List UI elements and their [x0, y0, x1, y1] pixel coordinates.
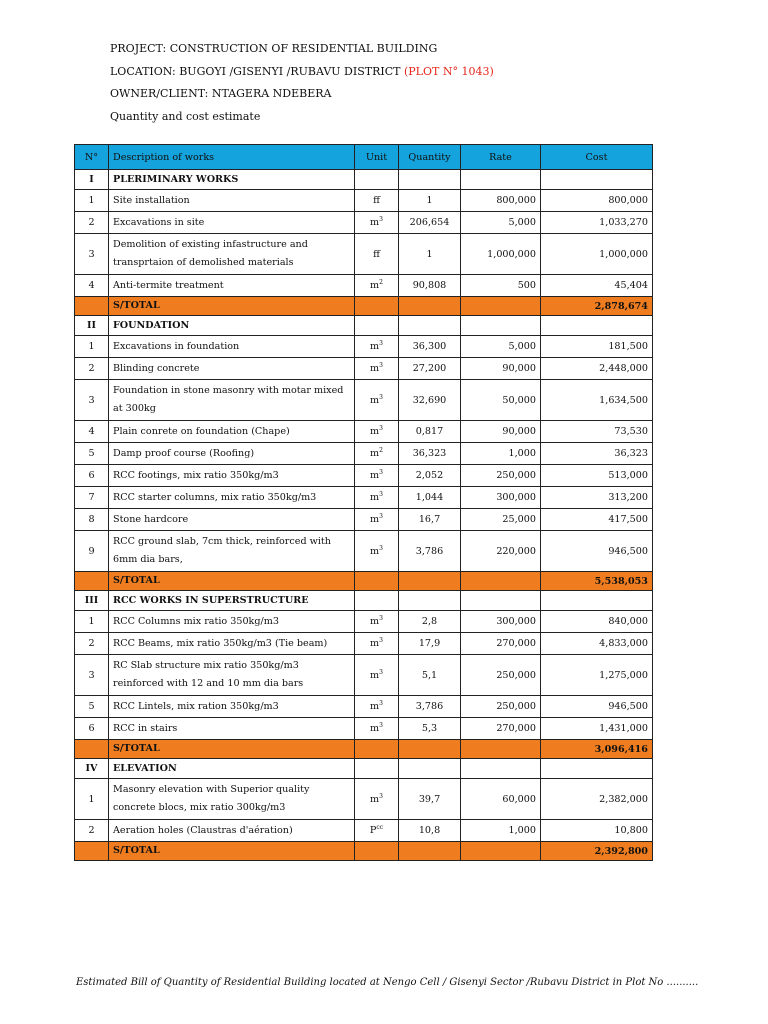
unit-exponent: 3 [379, 699, 383, 707]
plot-number: (PLOT N° 1043) [403, 64, 494, 78]
item-number: 9 [75, 531, 109, 572]
unit-exponent: 3 [379, 721, 383, 729]
item-quantity: 206,654 [399, 212, 461, 234]
unit-base: m [370, 448, 380, 459]
subtotal-row [75, 842, 653, 861]
table-row [75, 611, 653, 633]
item-description: Damp proof course (Roofing) [109, 443, 355, 465]
unit-base: m [370, 514, 380, 525]
empty-cell [461, 842, 541, 861]
empty-cell [461, 170, 541, 190]
section-number: I [75, 170, 109, 190]
unit-base: m [370, 616, 380, 627]
item-unit [355, 380, 399, 421]
table-row [75, 655, 653, 696]
item-rate: 800,000 [461, 190, 541, 212]
table-row [75, 696, 653, 718]
item-rate: 60,000 [461, 779, 541, 820]
item-rate: 90,000 [461, 421, 541, 443]
item-quantity: 36,300 [399, 336, 461, 358]
table-row [75, 443, 653, 465]
empty-cell [399, 572, 461, 591]
item-cost: 4,833,000 [541, 633, 653, 655]
item-quantity: 39,7 [399, 779, 461, 820]
item-unit [355, 212, 399, 234]
unit-exponent: 3 [379, 468, 383, 476]
table-row [75, 718, 653, 740]
item-quantity: 2,052 [399, 465, 461, 487]
empty-cell [541, 316, 653, 336]
table-row [75, 820, 653, 842]
item-cost: 1,634,500 [541, 380, 653, 421]
item-cost: 1,275,000 [541, 655, 653, 696]
table-row [75, 358, 653, 380]
table-row [75, 212, 653, 234]
document-header [110, 38, 494, 128]
item-rate: 270,000 [461, 633, 541, 655]
item-quantity: 16,7 [399, 509, 461, 531]
unit-exponent: cc [376, 823, 384, 831]
item-unit [355, 358, 399, 380]
table-row [75, 487, 653, 509]
table-row [75, 465, 653, 487]
location-line [110, 61, 494, 84]
section-number: III [75, 591, 109, 611]
location-text: LOCATION: BUGOYI /GISENYI /RUBAVU DISTRICT [110, 64, 401, 78]
item-number: 8 [75, 509, 109, 531]
item-number: 5 [75, 696, 109, 718]
item-quantity: 27,200 [399, 358, 461, 380]
item-quantity: 2,8 [399, 611, 461, 633]
item-unit [355, 820, 399, 842]
item-unit [355, 696, 399, 718]
subtotal-label: S/TOTAL [109, 297, 355, 316]
unit-base: m [370, 669, 380, 681]
item-number: 5 [75, 443, 109, 465]
item-quantity: 3,786 [399, 696, 461, 718]
empty-cell [399, 297, 461, 316]
empty-cell [461, 316, 541, 336]
item-cost: 946,500 [541, 696, 653, 718]
empty-cell [541, 759, 653, 779]
unit-base: ff [373, 195, 380, 206]
empty-cell [461, 297, 541, 316]
subtotal-value: 2,878,674 [541, 297, 653, 316]
col-no-header: N° [75, 145, 109, 170]
section-title: RCC WORKS IN SUPERSTRUCTURE [109, 591, 355, 611]
section-number: IV [75, 759, 109, 779]
item-number: 1 [75, 336, 109, 358]
item-cost: 840,000 [541, 611, 653, 633]
unit-exponent: 3 [379, 424, 383, 432]
item-number: 4 [75, 421, 109, 443]
item-number: 2 [75, 358, 109, 380]
item-unit [355, 509, 399, 531]
unit-base: m [370, 341, 380, 352]
section-title: ELEVATION [109, 759, 355, 779]
item-cost: 513,000 [541, 465, 653, 487]
item-description: Blinding concrete [109, 358, 355, 380]
item-description: RCC Beams, mix ratio 350kg/m3 (Tie beam) [109, 633, 355, 655]
item-rate: 90,000 [461, 358, 541, 380]
unit-exponent: 3 [379, 393, 383, 401]
item-rate: 220,000 [461, 531, 541, 572]
empty-cell [541, 170, 653, 190]
subtotal-row [75, 297, 653, 316]
estimate-subtitle: Quantity and cost estimate [110, 109, 261, 123]
unit-exponent: 3 [379, 668, 383, 676]
item-description: Plain conrete on foundation (Chape) [109, 421, 355, 443]
item-description: Stone hardcore [109, 509, 355, 531]
unit-base: m [370, 394, 380, 406]
item-quantity: 3,786 [399, 531, 461, 572]
table-row [75, 633, 653, 655]
item-quantity: 1 [399, 234, 461, 275]
empty-cell [399, 842, 461, 861]
item-cost: 1,033,270 [541, 212, 653, 234]
unit-exponent: 2 [379, 278, 383, 286]
item-description: Demolition of existing infastructure and transprtaion of demolished materials [109, 234, 355, 275]
item-number: 3 [75, 655, 109, 696]
item-unit [355, 336, 399, 358]
item-description: Foundation in stone masonry with motar mixed at 300kg [109, 380, 355, 421]
section-title: FOUNDATION [109, 316, 355, 336]
empty-cell [399, 591, 461, 611]
item-description: RCC Columns mix ratio 350kg/m3 [109, 611, 355, 633]
item-quantity: 90,808 [399, 275, 461, 297]
item-description: Masonry elevation with Superior quality concrete blocs, mix ratio 300kg/m3 [109, 779, 355, 820]
item-cost: 10,800 [541, 820, 653, 842]
table-row [75, 190, 653, 212]
unit-base: m [370, 638, 380, 649]
subtotal-value: 5,538,053 [541, 572, 653, 591]
project-line: PROJECT: CONSTRUCTION OF RESIDENTIAL BUILDING [110, 42, 438, 55]
empty-cell [355, 316, 399, 336]
item-number: 6 [75, 465, 109, 487]
subtotal-row [75, 572, 653, 591]
empty-cell [355, 170, 399, 190]
item-rate: 250,000 [461, 465, 541, 487]
empty-cell [355, 591, 399, 611]
unit-exponent: 3 [379, 544, 383, 552]
subtotal-label: S/TOTAL [109, 740, 355, 759]
item-cost: 1,000,000 [541, 234, 653, 275]
item-unit [355, 465, 399, 487]
unit-base: ff [373, 248, 380, 260]
unit-exponent: 3 [379, 490, 383, 498]
subtotal-row [75, 740, 653, 759]
empty-cell [461, 759, 541, 779]
unit-base: m [370, 701, 380, 712]
item-cost: 2,382,000 [541, 779, 653, 820]
section-row [75, 316, 653, 336]
table-row [75, 531, 653, 572]
owner-line: OWNER/CLIENT: NTAGERA NDEBERA [110, 87, 332, 100]
unit-base: m [370, 470, 380, 481]
item-unit [355, 443, 399, 465]
empty-cell [355, 759, 399, 779]
item-unit [355, 275, 399, 297]
col-rate-header: Rate [461, 145, 541, 170]
item-rate: 5,000 [461, 212, 541, 234]
item-rate: 300,000 [461, 611, 541, 633]
item-description: Aeration holes (Claustras d'aération) [109, 820, 355, 842]
unit-base: P [369, 825, 377, 836]
unit-base: m [370, 426, 380, 437]
item-number: 4 [75, 275, 109, 297]
item-rate: 250,000 [461, 655, 541, 696]
item-cost: 946,500 [541, 531, 653, 572]
item-quantity: 0,817 [399, 421, 461, 443]
unit-exponent: 3 [379, 792, 383, 800]
empty-cell [355, 297, 399, 316]
table-row [75, 509, 653, 531]
item-number: 2 [75, 633, 109, 655]
item-rate: 50,000 [461, 380, 541, 421]
item-number: 7 [75, 487, 109, 509]
item-cost: 181,500 [541, 336, 653, 358]
empty-cell [75, 572, 109, 591]
item-rate: 270,000 [461, 718, 541, 740]
item-quantity: 17,9 [399, 633, 461, 655]
unit-base: m [370, 217, 380, 228]
item-rate: 1,000 [461, 820, 541, 842]
section-row [75, 591, 653, 611]
item-quantity: 1,044 [399, 487, 461, 509]
empty-cell [541, 591, 653, 611]
item-description: Site installation [109, 190, 355, 212]
unit-exponent: 2 [379, 446, 383, 454]
table-header-row [75, 145, 653, 170]
item-quantity: 5,3 [399, 718, 461, 740]
item-cost: 36,323 [541, 443, 653, 465]
item-number: 2 [75, 212, 109, 234]
item-number: 3 [75, 234, 109, 275]
item-unit [355, 718, 399, 740]
item-number: 6 [75, 718, 109, 740]
item-description: RCC Lintels, mix ration 350kg/m3 [109, 696, 355, 718]
item-description: Excavations in site [109, 212, 355, 234]
item-unit [355, 611, 399, 633]
empty-cell [75, 297, 109, 316]
item-number: 3 [75, 380, 109, 421]
item-quantity: 32,690 [399, 380, 461, 421]
empty-cell [399, 740, 461, 759]
item-rate: 500 [461, 275, 541, 297]
col-quantity-header: Quantity [399, 145, 461, 170]
empty-cell [355, 842, 399, 861]
item-description: RCC starter columns, mix ratio 350kg/m3 [109, 487, 355, 509]
item-cost: 73,530 [541, 421, 653, 443]
empty-cell [399, 759, 461, 779]
bill-of-quantities-table [74, 144, 653, 861]
item-quantity: 10,8 [399, 820, 461, 842]
empty-cell [75, 842, 109, 861]
item-number: 1 [75, 779, 109, 820]
item-cost: 313,200 [541, 487, 653, 509]
table-row [75, 275, 653, 297]
col-unit-header: Unit [355, 145, 399, 170]
empty-cell [399, 316, 461, 336]
item-description: RCC footings, mix ratio 350kg/m3 [109, 465, 355, 487]
item-rate: 5,000 [461, 336, 541, 358]
item-cost: 2,448,000 [541, 358, 653, 380]
unit-base: m [370, 793, 380, 805]
item-unit [355, 487, 399, 509]
section-title: PLERIMINARY WORKS [109, 170, 355, 190]
unit-base: m [370, 545, 380, 557]
section-row [75, 170, 653, 190]
col-description-header: Description of works [109, 145, 355, 170]
item-unit [355, 655, 399, 696]
unit-base: m [370, 492, 380, 503]
subtotal-value: 2,392,800 [541, 842, 653, 861]
page-footer: Estimated Bill of Quantity of Residential Building located at Nengo Cell / Gisenyi Sector /Rubavu District in Plot No .......... [76, 977, 699, 988]
empty-cell [355, 740, 399, 759]
item-rate: 300,000 [461, 487, 541, 509]
item-description: Anti-termite treatment [109, 275, 355, 297]
unit-exponent: 3 [379, 215, 383, 223]
unit-exponent: 3 [379, 512, 383, 520]
unit-base: m [370, 363, 380, 374]
section-row [75, 759, 653, 779]
empty-cell [461, 740, 541, 759]
item-description: RC Slab structure mix ratio 350kg/m3 reinforced with 12 and 10 mm dia bars [109, 655, 355, 696]
item-quantity: 5,1 [399, 655, 461, 696]
item-unit [355, 190, 399, 212]
table-row [75, 380, 653, 421]
item-unit [355, 633, 399, 655]
item-rate: 250,000 [461, 696, 541, 718]
item-rate: 25,000 [461, 509, 541, 531]
item-unit [355, 234, 399, 275]
empty-cell [461, 572, 541, 591]
item-cost: 800,000 [541, 190, 653, 212]
table-body [75, 170, 653, 861]
table-row [75, 336, 653, 358]
item-number: 1 [75, 190, 109, 212]
item-quantity: 36,323 [399, 443, 461, 465]
unit-exponent: 3 [379, 339, 383, 347]
item-rate: 1,000,000 [461, 234, 541, 275]
unit-base: m [370, 723, 380, 734]
table-row [75, 421, 653, 443]
empty-cell [461, 591, 541, 611]
item-description: RCC in stairs [109, 718, 355, 740]
col-cost-header: Cost [541, 145, 653, 170]
item-rate: 1,000 [461, 443, 541, 465]
table-row [75, 779, 653, 820]
item-unit [355, 779, 399, 820]
item-number: 1 [75, 611, 109, 633]
item-number: 2 [75, 820, 109, 842]
unit-exponent: 3 [379, 636, 383, 644]
item-cost: 45,404 [541, 275, 653, 297]
unit-exponent: 3 [379, 361, 383, 369]
unit-base: m [370, 280, 380, 291]
subtotal-value: 3,096,416 [541, 740, 653, 759]
empty-cell [355, 572, 399, 591]
empty-cell [75, 740, 109, 759]
unit-exponent: 3 [379, 614, 383, 622]
item-cost: 417,500 [541, 509, 653, 531]
section-number: II [75, 316, 109, 336]
table-row [75, 234, 653, 275]
item-unit [355, 421, 399, 443]
item-quantity: 1 [399, 190, 461, 212]
item-cost: 1,431,000 [541, 718, 653, 740]
item-description: Excavations in foundation [109, 336, 355, 358]
empty-cell [399, 170, 461, 190]
item-description: RCC ground slab, 7cm thick, reinforced with 6mm dia bars, [109, 531, 355, 572]
item-unit [355, 531, 399, 572]
subtotal-label: S/TOTAL [109, 842, 355, 861]
subtotal-label: S/TOTAL [109, 572, 355, 591]
